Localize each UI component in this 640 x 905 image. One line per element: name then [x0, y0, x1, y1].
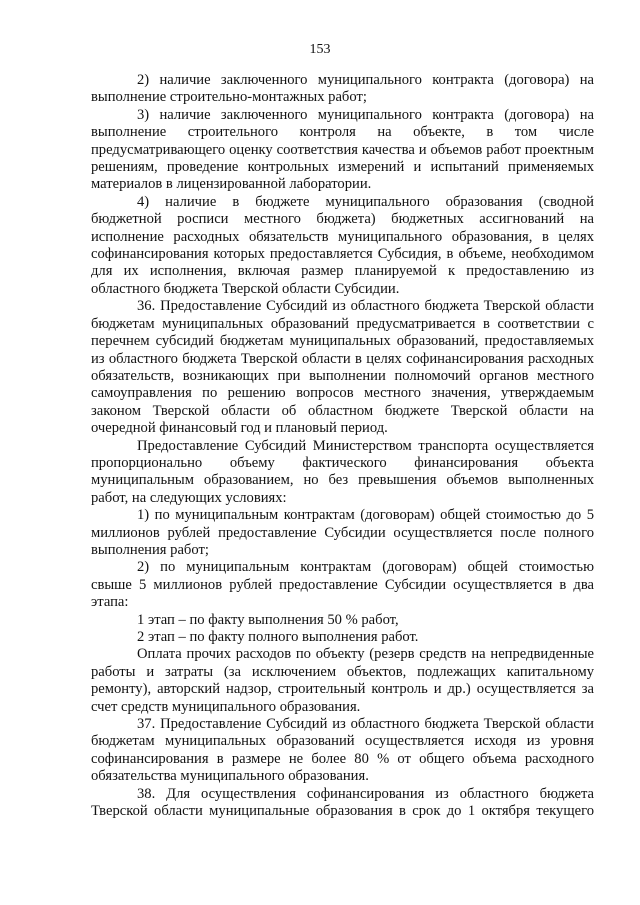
- paragraph-stage-1: 1 этап – по факту выполнения 50 % работ,: [137, 611, 399, 628]
- paragraph-subsidy-conditions: Предоставление Субсидий Министерством транспорта осуществляется пропорционально объему фактического финансирования объекта муниципальным образованием, но без превышения объемов выполненных работ, на следующих условиях:: [91, 437, 594, 506]
- paragraph-stage-2: 2 этап – по факту полного выполнения работ.: [137, 629, 419, 645]
- page-number: 153: [309, 42, 331, 57]
- paragraph-condition-2: 2) по муниципальным контрактам (договорам) общей стоимостью свыше 5 миллионов рублей предоставление Субсидии осуществляется в два этапа:: [91, 559, 594, 611]
- paragraph-condition-1: 1) по муниципальным контрактам (договорам) общей стоимостью до 5 миллионов рублей предоставление Субсидии осуществляется после полного выполнения работ;: [91, 507, 594, 558]
- paragraph-item-3: 3) наличие заключенного муниципального контракта (договора) на выполнение строительного контроля на объекте, в том числе предусматривающего оценку соответствия качества и объемов работ проектным решениям, проведение контрольных измерений и испытаний применяемых материалов в лицензированной лаборатории.: [91, 106, 594, 193]
- paragraph-clause-37: 37. Предоставление Субсидий из областного бюджета Тверской области бюджетам муниципальных образований осуществляется исходя из уровня софинансирования в размере не более 80 % от общего объема расходного обязательства муниципального образования.: [91, 716, 594, 785]
- paragraph-clause-36: 36. Предоставление Субсидий из областного бюджета Тверской области бюджетам муниципальных образований предусматривается в соответствии с перечнем субсидий бюджетам муниципальных образований, предоставляемых из областного бюджета Тверской области в целях софинансирования расходных обязательств, возникающих при выполнении полномочий органов местного самоуправления по решению вопросов местного значения, утверждаемым законом Тверской области об областном бюджете Тверской области на очередной финансовый год и плановый период.: [91, 298, 594, 437]
- paragraph-other-expenses: Оплата прочих расходов по объекту (резерв средств на непредвиденные работы и затраты (за исключением объектов, подлежащих капитальному ремонту), авторский надзор, строительный контроль и др.) осуществляется за счет средств муниципального образования.: [91, 646, 594, 715]
- document-body: [91, 72, 594, 820]
- paragraph-item-2: 2) наличие заключенного муниципального контракта (договора) на выполнение строительно-монтажных работ;: [91, 72, 594, 106]
- paragraph-item-4: 4) наличие в бюджете муниципального образования (сводной бюджетной росписи местного бюджета) бюджетных ассигнований на исполнение расходных обязательств муниципального образования, в целях софинансирования которых предоставляется Субсидия, в объеме, необходимом для их исполнения, включая размер планируемой к предоставлению из областного бюджета Тверской области Субсидии.: [91, 193, 594, 297]
- paragraph-clause-38: 38. Для осуществления софинансирования из областного бюджета Тверской области муниципальные образования в срок до 1 октября текущего: [91, 785, 594, 820]
